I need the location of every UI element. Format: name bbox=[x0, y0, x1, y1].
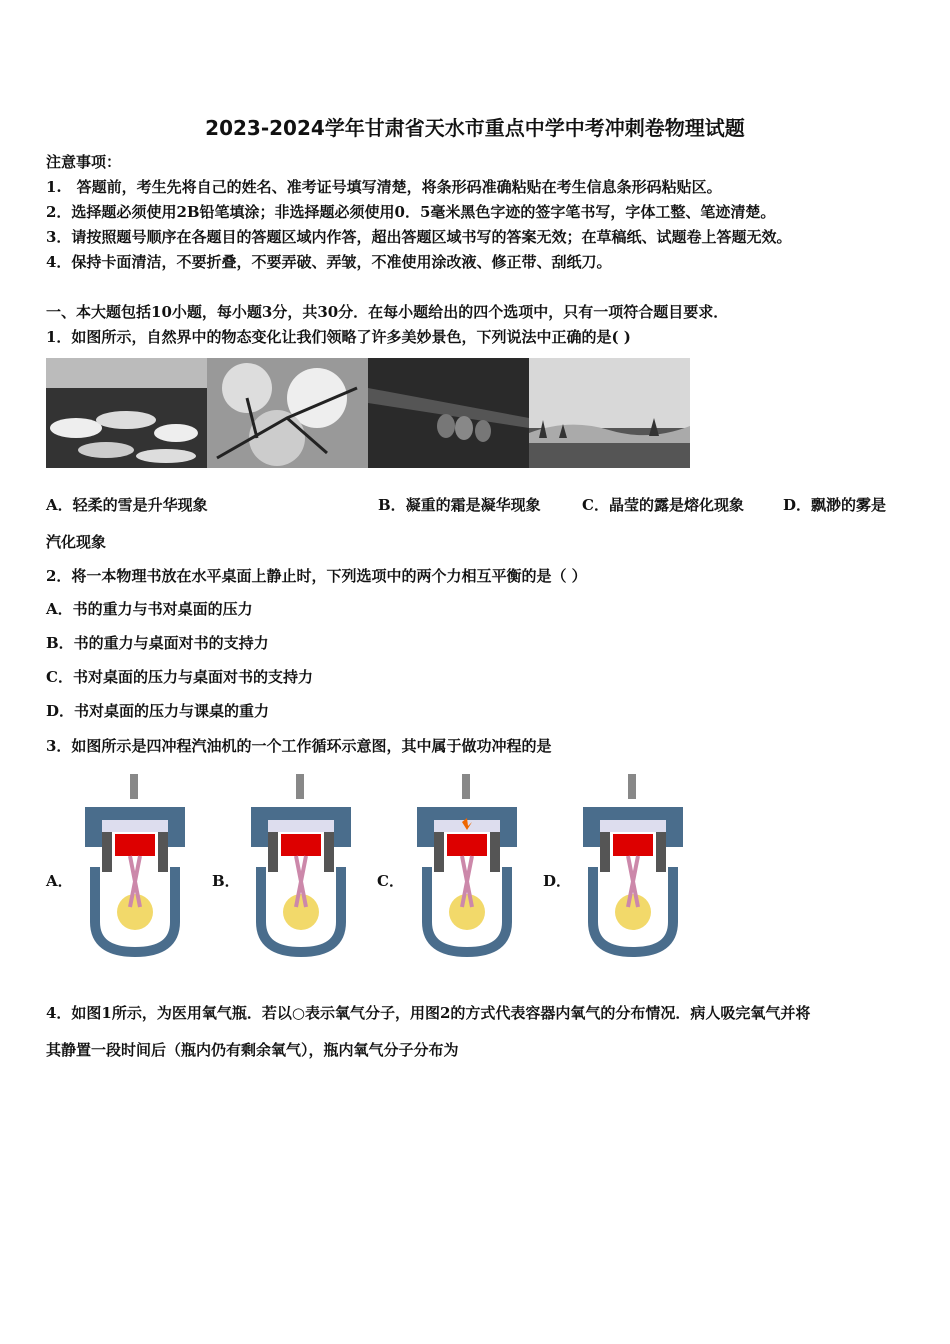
q2-option-d: D．书对桌面的压力与课桌的重力 bbox=[46, 702, 270, 720]
engine-diagram-c bbox=[412, 772, 522, 957]
notice-item: 3．请按照题号顺序在各题目的答题区域内作答，超出答题区域书写的答案无效；在草稿纸、试题卷上答题无效。 bbox=[46, 228, 792, 246]
notice-item: 4．保持卡面清洁，不要折叠，不要弄破、弄皱，不准使用涂改液、修正带、刮纸刀。 bbox=[46, 253, 612, 271]
question-2-stem: 2．将一本物理书放在水平桌面上静止时，下列选项中的两个力相互平衡的是（ ） bbox=[46, 567, 587, 585]
q1-photo-strip bbox=[46, 358, 690, 468]
question-1-stem: 1．如图所示，自然界中的物态变化让我们领略了许多美妙景色，下列说法中正确的是( ) bbox=[46, 328, 631, 346]
notice-heading: 注意事项： bbox=[46, 153, 122, 171]
q3-label-c: C． bbox=[377, 872, 404, 890]
notice-item: 1. 答题前，考生先将自己的姓名、准考证号填写清楚，将条形码准确粘贴在考生信息条形码粘贴区。 bbox=[46, 178, 722, 196]
snow-photo bbox=[46, 358, 207, 468]
q3-label-b: B． bbox=[212, 872, 240, 890]
question-4-line-1: 4．如图1所示，为医用氧气瓶．若以○表示氧气分子，用图2的方式代表容器内氧气的分布情况．病人吸完氧气并将 bbox=[46, 1004, 811, 1022]
q3-label-d: D． bbox=[543, 872, 572, 890]
q1-option-c: C．晶莹的露是熔化现象 bbox=[582, 496, 744, 514]
engine-diagram-a bbox=[80, 772, 190, 957]
notice-item: 2．选择题必须使用2B铅笔填涂；非选择题必须使用0．5毫米黑色字迹的签字笔书写，字体工整、笔迹清楚。 bbox=[46, 203, 776, 221]
q1-option-d-continued: 汽化现象 bbox=[46, 533, 107, 551]
section-heading: 一、本大题包括10小题，每小题3分，共30分．在每小题给出的四个选项中，只有一项符合题目要求． bbox=[46, 303, 729, 321]
question-4-line-2: 其静置一段时间后（瓶内仍有剩余氧气），瓶内氧气分子分布为 bbox=[46, 1041, 459, 1059]
q1-option-b: B．凝重的霜是凝华现象 bbox=[378, 496, 541, 514]
fog-photo bbox=[529, 358, 690, 468]
q3-label-a: A． bbox=[46, 872, 73, 890]
frost-photo bbox=[207, 358, 368, 468]
question-3-stem: 3．如图所示是四冲程汽油机的一个工作循环示意图，其中属于做功冲程的是 bbox=[46, 737, 552, 755]
q1-option-a: A．轻柔的雪是升华现象 bbox=[46, 496, 208, 514]
q2-option-a: A．书的重力与书对桌面的压力 bbox=[46, 600, 253, 618]
dew-photo bbox=[368, 358, 529, 468]
engine-diagram-b bbox=[246, 772, 356, 957]
engine-diagram-d bbox=[578, 772, 688, 957]
page-title: 2023-2024学年甘肃省天水市重点中学中考冲刺卷物理试题 bbox=[205, 116, 745, 140]
q2-option-c: C．书对桌面的压力与桌面对书的支持力 bbox=[46, 668, 313, 686]
q2-option-b: B．书的重力与桌面对书的支持力 bbox=[46, 634, 269, 652]
q1-option-d: D．飘渺的雾是 bbox=[783, 496, 887, 514]
